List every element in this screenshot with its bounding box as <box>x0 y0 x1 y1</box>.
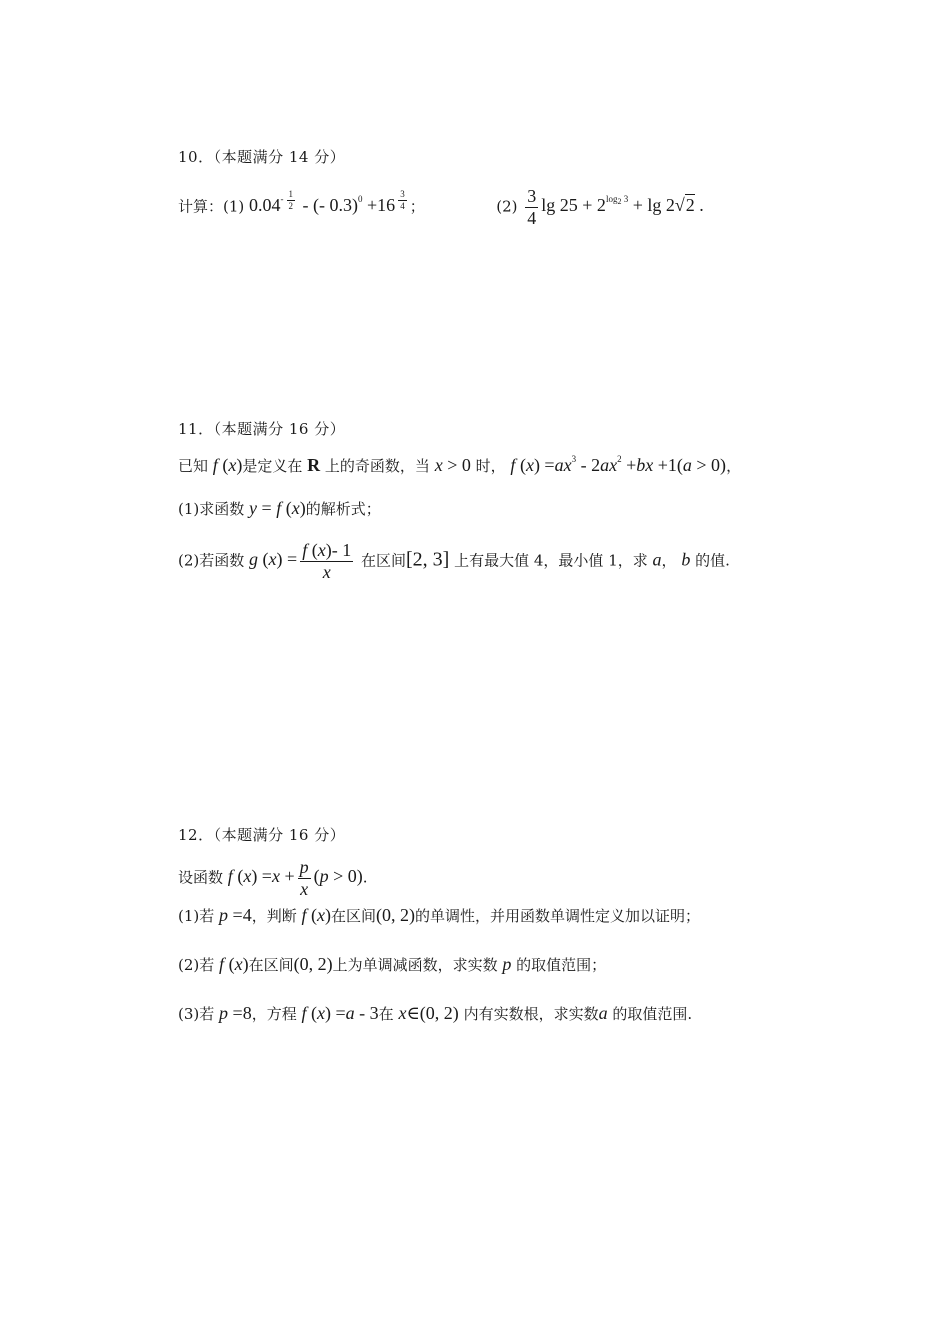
q11-gx: g (x) = $\frac{f (x)- 1}{x}$ <box>249 540 352 582</box>
q11-part2-text-b: 在区间 <box>361 551 407 570</box>
q12-part1-label: (1) <box>178 907 200 925</box>
q12-part3-text-e: 的取值范围. <box>612 1005 693 1023</box>
q12-part1 <box>178 906 700 924</box>
q12-part1-interval: (0, 2) <box>376 905 416 925</box>
q12-part1-text-a: 若 <box>199 907 215 925</box>
q11-part2-text-a: 若函数 <box>199 551 245 570</box>
q10-prompt: 计算： <box>178 197 224 216</box>
q12-part1-text-c: 在区间 <box>331 907 377 925</box>
q12-header: 12．（本题满分 16 分） <box>178 826 346 844</box>
q10-body: 计算：(1) $0.04^{- \frac{1}{2}}$ - (- 0.3)$^0$ +16 $^{\frac{3}{4}}$ ； (2) $\frac{3}{4}$ $\lg 25 + 2^{log_2 3} + \lg 2√2$ . <box>178 186 704 228</box>
q11-intro-text-b: 是定义在 <box>242 457 303 475</box>
q11-part2-text-e: 的值. <box>695 551 730 570</box>
q12-part3-text-b: ，方程 <box>251 1005 297 1023</box>
q12-part3-text-c: 在 <box>378 1005 394 1023</box>
q11-part1-text-a: 求函数 <box>199 500 245 518</box>
q11-condition: x > 0 <box>434 455 471 475</box>
q11-part1-label: (1) <box>178 500 200 518</box>
q11-real-set: R <box>307 455 321 475</box>
q12-part3-var-a: a <box>598 1003 608 1023</box>
q12-part3-text-d: 内有实数根，求实数 <box>463 1005 599 1023</box>
q11-intro-text-d: 时， <box>475 457 506 475</box>
q11-part2-text-d: ， <box>661 551 677 570</box>
q11-header: 11．（本题满分 16 分） <box>178 420 346 438</box>
q12-part2-interval: (0, 2) <box>293 954 333 974</box>
q12-part2-text-d: 的取值范围； <box>516 956 607 974</box>
q11-fx: f (x) <box>212 455 243 475</box>
q12-part3-label: (3) <box>178 1005 200 1023</box>
q12-part3-text-a: 若 <box>199 1005 215 1023</box>
q12-definition: f (x) =x + $\frac{p}{x}$ (p > 0) <box>227 857 363 899</box>
q12-part2-text-b: 在区间 <box>248 956 294 974</box>
q11-definition: f $(x) =ax^3 - 2ax^2 +bx +1(a > 0)$ <box>510 454 727 475</box>
q12-part3-domain: x∈(0, 2) <box>398 1003 459 1023</box>
q10-part1-expression: $0.04^{- \frac{1}{2}}$ - (- 0.3)$^0$ +16 $^{\frac{3}{4}}$ <box>249 189 405 216</box>
q12-intro: 设函数 f (x) =x + $\frac{p}{x}$ (p > 0). <box>178 857 368 899</box>
q11-intro: 已知 f (x)是定义在 R 上的奇函数，当 x > 0 时， f $(x) =ax^3 - 2ax^2 +bx +1(a > 0)$， <box>178 454 742 475</box>
q10-part2-expression: $\frac{3}{4}$ $\lg 25 + 2^{log_2 3} + \lg 2√2$ . <box>527 186 704 228</box>
q12-part2-text-c: 上为单调减函数，求实数 <box>332 956 498 974</box>
q12-part3 <box>178 1004 692 1022</box>
q10-part1-label: (1) <box>223 197 245 216</box>
q11-intro-text-a: 已知 <box>178 457 209 475</box>
q12-part1-text-b: ，判断 <box>251 907 297 925</box>
q11-part2 <box>178 540 730 582</box>
q11-interval: [2, 3] <box>406 548 450 571</box>
q10-part2-label: (2) <box>496 197 518 216</box>
q11-var-b: b <box>681 549 691 570</box>
q12-part1-p: p =4 <box>219 905 252 925</box>
q11-part2-text-c: 上有最大值 4，最小值 1，求 <box>454 551 648 570</box>
q11-intro-text-c: 上的奇函数，当 <box>324 457 430 475</box>
q12-part3-equation: f (x) =a - 3 <box>301 1003 379 1023</box>
q12-part2-label: (2) <box>178 956 200 974</box>
q12-part2 <box>178 955 606 973</box>
q12-part1-fx: f (x) <box>301 905 332 925</box>
q12-part3-p: p =8 <box>219 1003 252 1023</box>
q11-part2-label: (2) <box>178 551 200 570</box>
q10-header: 10．（本题满分 14 分） <box>178 148 346 166</box>
q12-part2-var-p: p <box>502 954 512 974</box>
q12-part1-text-d: 的单调性，并用函数单调性定义加以证明； <box>415 907 701 925</box>
q11-part1-text-b: 的解析式； <box>305 500 381 518</box>
q12-intro-text-a: 设函数 <box>178 868 224 887</box>
q11-var-a: a <box>652 549 662 570</box>
q11-part1 <box>178 499 381 517</box>
q12-part2-text-a: 若 <box>199 956 215 974</box>
q12-part2-fx: f (x) <box>219 954 249 974</box>
q11-part1-expression: y = f (x) <box>249 498 306 518</box>
